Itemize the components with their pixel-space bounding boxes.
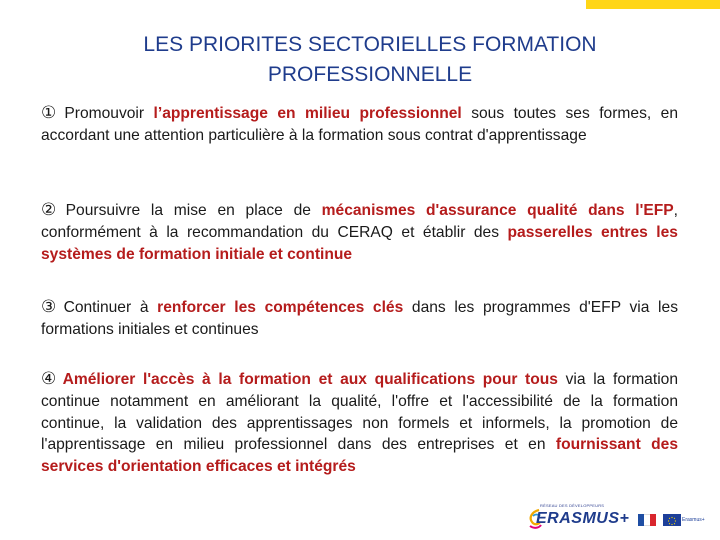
priority-item-2 [41, 199, 678, 265]
body-text: Poursuivre la mise en place de [65, 202, 322, 219]
item-number: ③ [41, 297, 61, 316]
eu-caption: Erasmus+ [682, 517, 705, 523]
emphasis-text: mécanismes d'assurance qualité dans l'EFP [321, 202, 674, 219]
title-line-2: PROFESSIONNELLE [267, 63, 473, 86]
erasmus-logo-text: ERASMUS+ [536, 510, 630, 527]
priority-item-3 [41, 296, 678, 341]
title-line-1: LES PRIORITES SECTORIELLES FORMATION [143, 33, 597, 56]
corner-accent-bar [586, 0, 720, 9]
item-number: ② [41, 200, 63, 219]
emphasis-text: passerelles entres les systèmes de formation initiale et continue [41, 223, 678, 263]
body-text: Promouvoir [64, 105, 154, 122]
body-text: sous toutes ses formes, en accordant une attention particulière à la formation sous contrat d'apprentissage [41, 105, 678, 144]
page-title [60, 30, 680, 90]
network-tag: RÉSEAU DES DÉVELOPPEURS [540, 503, 605, 508]
body-text: via la formation continue notamment en améliorant la qualité, l'offre et l'accessibilité de la formation continue, la validation des apprentissages non formels et informels, la promotion de l'apprentissage en milieu professionnel dans des entreprises et en [41, 371, 678, 454]
emphasis-text: renforcer les compétences clés [157, 299, 404, 316]
priority-item-4 [41, 368, 678, 478]
emphasis-text: fournissant des services d'orientation efficaces et intégrés [41, 436, 679, 476]
body-text: Continuer à [63, 299, 158, 316]
item-number: ④ [41, 369, 60, 388]
body-text: , conformément à la recommandation du CERAQ et établir des [41, 202, 679, 241]
french-flag-icon [638, 514, 656, 526]
item-number: ① [41, 103, 62, 122]
emphasis-text: l’apprentissage en milieu professionnel [153, 105, 462, 122]
footer-logos [527, 499, 717, 537]
emphasis-text: Améliorer l'accès à la formation et aux qualifications pour tous [62, 371, 558, 388]
body-text: dans les programmes d'EFP via les formations initiales et continues [41, 299, 678, 338]
eu-flag-icon [663, 514, 681, 526]
priority-item-1 [41, 102, 678, 147]
